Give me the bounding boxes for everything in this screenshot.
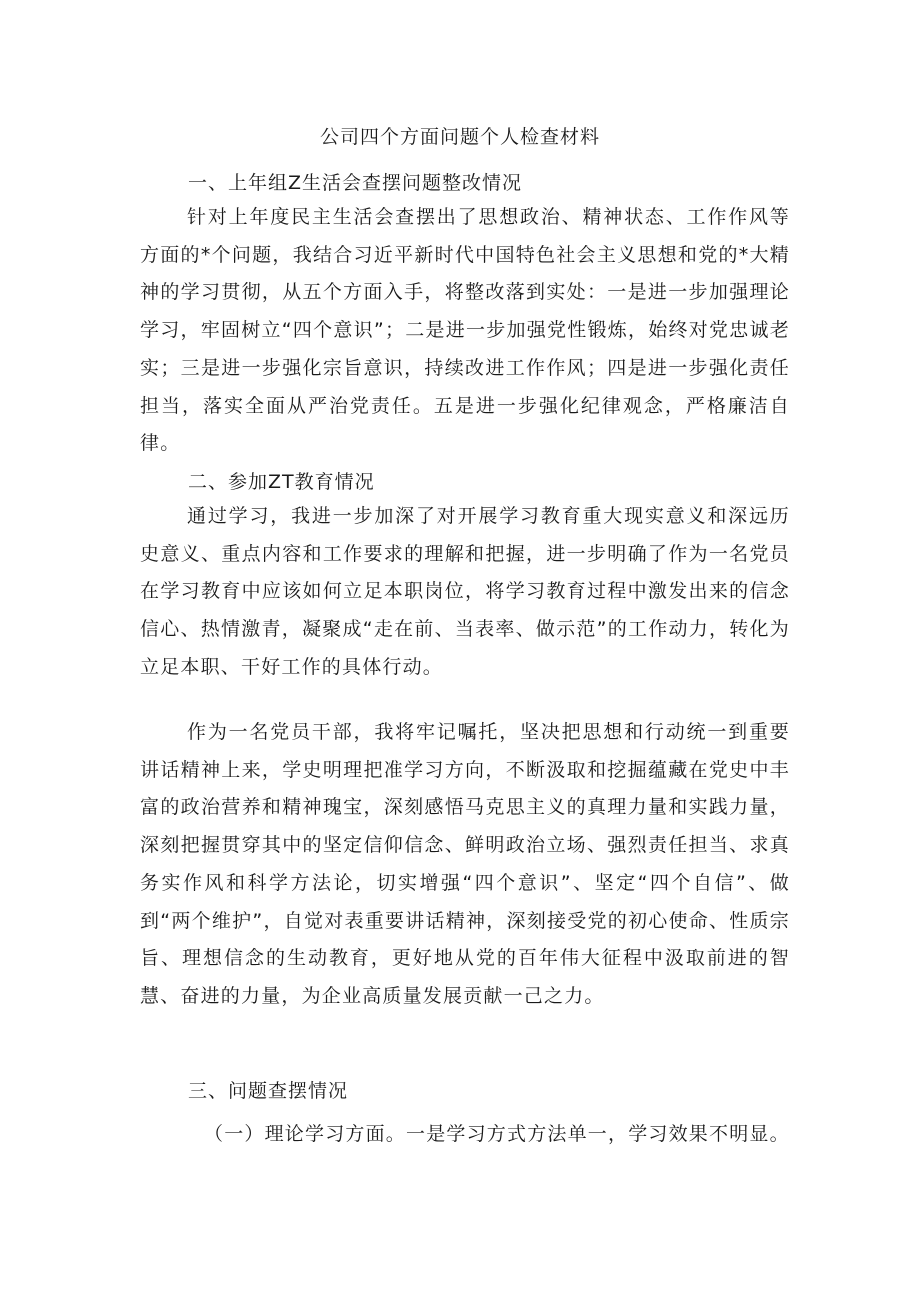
section-3-item-1: （一）理论学习方面。一是学习方式方法单一，学习效果不明显。: [204, 1123, 790, 1145]
section-3-heading: 三、问题查摆情况: [188, 1080, 349, 1102]
section-2-heading: 二、参加ZT教育情况: [188, 471, 375, 493]
section-2-paragraph-1: 通过学习，我进一步加深了对开展学习教育重大现实意义和深远历史意义、重点内容和工作要求的理解和把握，进一步明确了作为一名党员在学习教育中应该如何立足本职岗位，将学习教育过程中激发出来的信念信心、热情激青，凝聚成“走在前、当表率、做示范”的工作动力，转化为立足本职、干好工作的具体行动。: [140, 505, 790, 678]
document-title: 公司四个方面问题个人检查材料: [319, 126, 600, 148]
section-2-paragraph-2: 作为一名党员干部，我将牢记嘱托，坚决把思想和行动统一到重要讲话精神上来，学史明理把准学习方向，不断汲取和挖掘蕴藏在党史中丰富的政治营养和精神瑰宝，深刻感悟马克思主义的真理力量和实践力量，深刻把握贯穿其中的坚定信仰信念、鲜明政治立场、强烈责任担当、求真务实作风和科学方法论，切实增强“四个意识”、坚定“四个自信”、做到“两个维护”，自觉对表重要讲话精神，深刻接受党的初心使命、性质宗旨、理想信念的生动教育，更好地从党的百年伟大征程中汲取前进的智慧、奋进的力量，为企业高质量发展贡献一己之力。: [140, 721, 790, 1007]
section-1-heading: 一、上年组Z生活会查摆问题整改情况: [188, 172, 523, 194]
section-1-paragraph: 针对上年度民主生活会查摆出了思想政治、精神状态、工作作风等方面的*个问题，我结合习近平新时代中国特色社会主义思想和党的*大精神的学习贯彻，从五个方面入手，将整改落到实处：一是进一步加强理论学习，牢固树立“四个意识”；二是进一步加强党性锻炼，始终对党忠诚老实；三是进一步强化宗旨意识，持续改进工作作风；四是进一步强化责任担当，落实全面从严治党责任。五是进一步强化纪律观念，严格廉洁自律。: [140, 206, 790, 455]
